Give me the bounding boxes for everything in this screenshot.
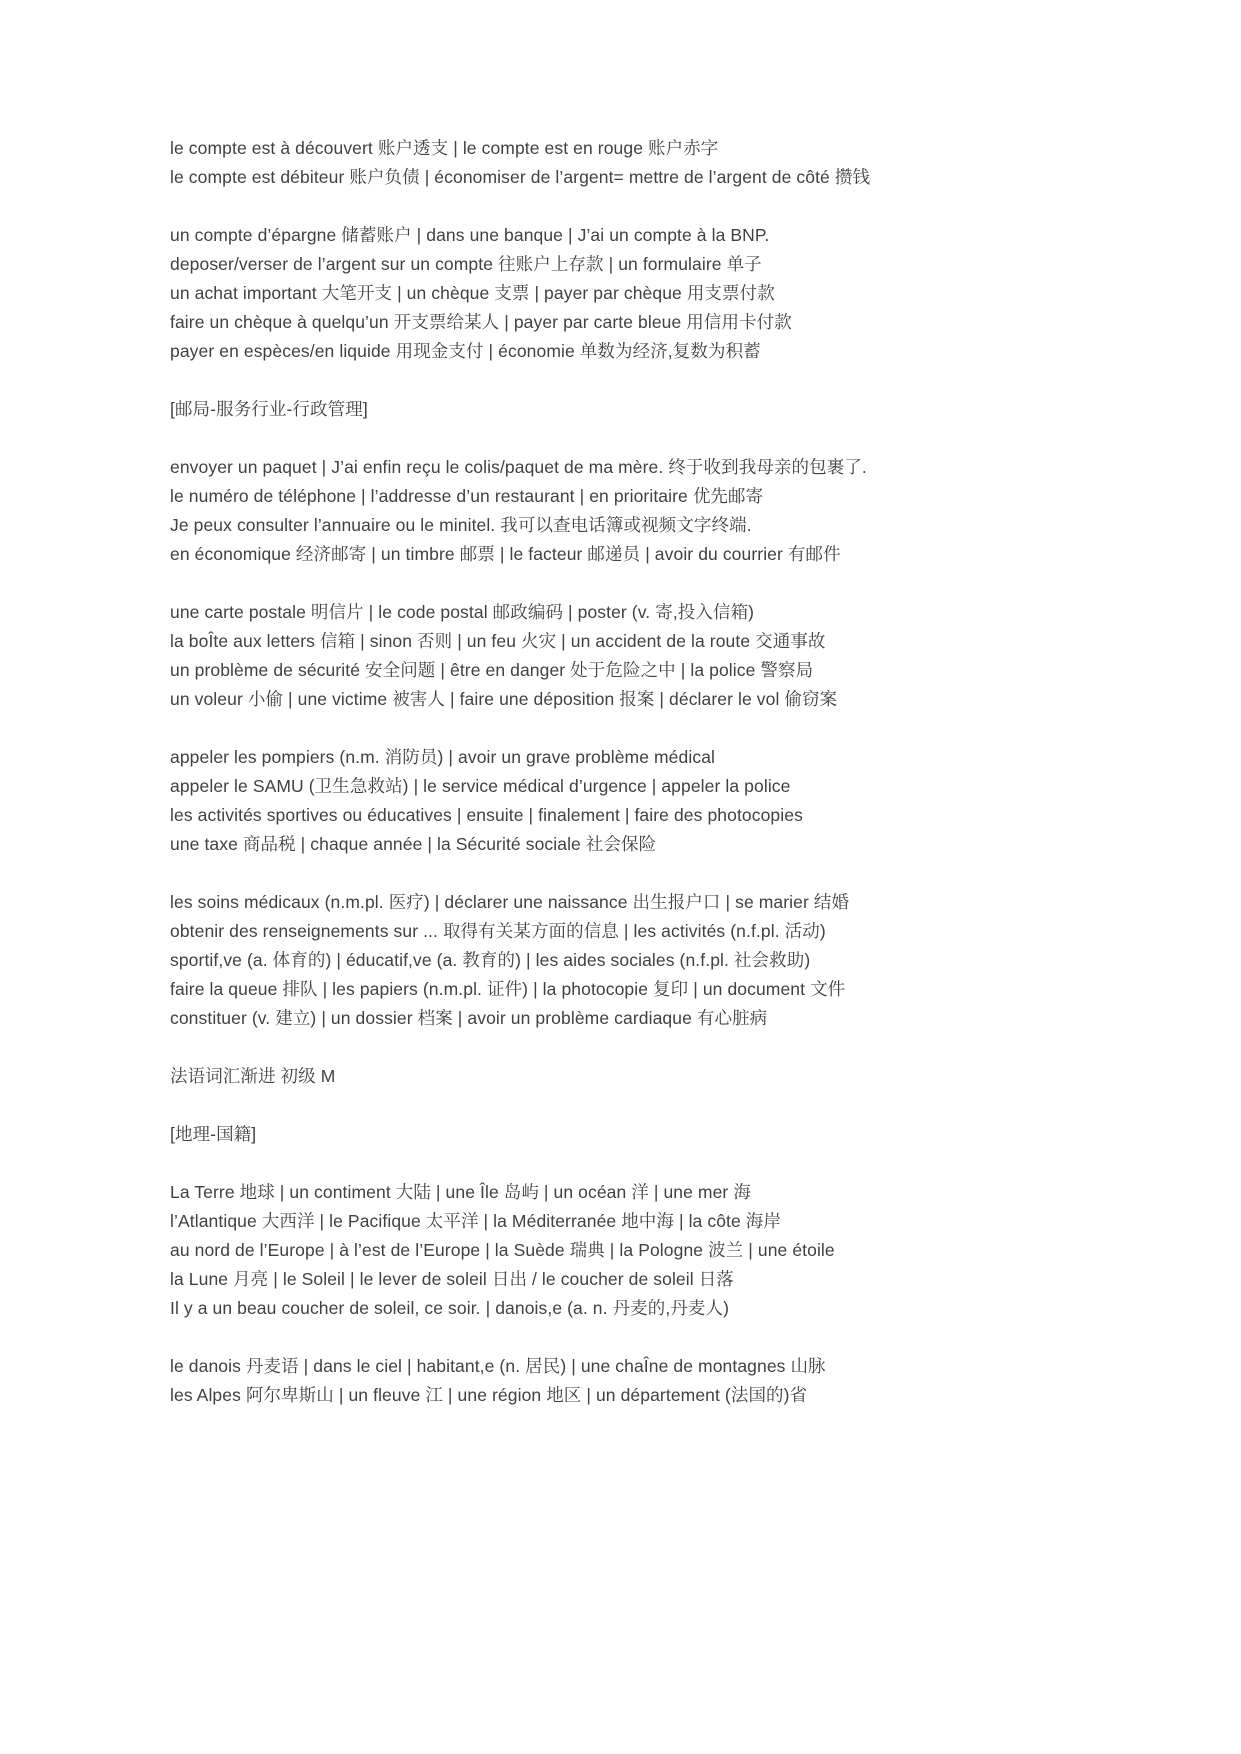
paragraph xyxy=(170,598,1181,714)
text-line: deposer/verser de l’argent sur un compte 往账户上存款 | un formulaire 单子 xyxy=(170,254,762,274)
text-line: une taxe 商品税 | chaque année | la Sécurité sociale 社会保险 xyxy=(170,834,657,854)
text-line: le danois 丹麦语 | dans le ciel | habitant,e (n. 居民) | une chaÎne de montagnes 山脉 xyxy=(170,1356,826,1376)
text-line: les soins médicaux (n.m.pl. 医疗) | déclarer une naissance 出生报户口 | se marier 结婚 xyxy=(170,892,850,912)
text-line: un problème de sécurité 安全问题 | être en danger 处于危险之中 | la police 警察局 xyxy=(170,660,814,680)
text-line: obtenir des renseignements sur ... 取得有关某方面的信息 | les activités (n.f.pl. 活动) xyxy=(170,921,826,941)
paragraph xyxy=(170,1120,1181,1149)
text-line: faire la queue 排队 | les papiers (n.m.pl. 证件) | la photocopie 复印 | un document 文件 xyxy=(170,979,846,999)
text-line: une carte postale 明信片 | le code postal 邮政编码 | poster (v. 寄,投入信箱) xyxy=(170,602,755,622)
text-line: [地理-国籍] xyxy=(170,1124,257,1144)
paragraph xyxy=(170,453,1181,569)
text-line: l’Atlantique 大西洋 | le Pacifique 太平洋 | la Méditerranée 地中海 | la côte 海岸 xyxy=(170,1211,781,1231)
text-line: La Terre 地球 | un contiment 大陆 | une Île 岛屿 | un océan 洋 | une mer 海 xyxy=(170,1182,751,1202)
text-line: le compte est débiteur 账户负债 | économiser de l’argent= mettre de l’argent de côté 攒钱 xyxy=(170,167,871,187)
text-line: [邮局-服务行业-行政管理] xyxy=(170,399,368,419)
text-line: un compte d’épargne 储蓄账户 | dans une banque | J’ai un compte à la BNP. xyxy=(170,225,770,245)
text-line: en économique 经济邮寄 | un timbre 邮票 | le facteur 邮递员 | avoir du courrier 有邮件 xyxy=(170,544,841,564)
text-line: sportif,ve (a. 体育的) | éducatif,ve (a. 教育的) | les aides sociales (n.f.pl. 社会救助) xyxy=(170,950,811,970)
paragraph xyxy=(170,888,1181,1033)
text-line: faire un chèque à quelqu’un 开支票给某人 | payer par carte bleue 用信用卡付款 xyxy=(170,312,792,332)
text-line: constituer (v. 建立) | un dossier 档案 | avoir un problème cardiaque 有心脏病 xyxy=(170,1008,768,1028)
paragraph xyxy=(170,743,1181,859)
text-line: appeler le SAMU (卫生急救站) | le service médical d’urgence | appeler la police xyxy=(170,776,791,796)
paragraph xyxy=(170,134,1181,192)
text-line: 法语词汇渐进 初级 M xyxy=(170,1066,336,1086)
paragraph xyxy=(170,1352,1181,1410)
paragraph xyxy=(170,395,1181,424)
text-line: un voleur 小偷 | une victime 被害人 | faire une déposition 报案 | déclarer le vol 偷窃案 xyxy=(170,689,838,709)
text-line: un achat important 大笔开支 | un chèque 支票 | payer par chèque 用支票付款 xyxy=(170,283,775,303)
document-content xyxy=(170,134,1181,1439)
text-line: les Alpes 阿尔卑斯山 | un fleuve 江 | une région 地区 | un département (法国的)省 xyxy=(170,1385,808,1405)
text-line: les activités sportives ou éducatives | ensuite | finalement | faire des photocopies xyxy=(170,805,803,825)
paragraph xyxy=(170,221,1181,366)
text-line: payer en espèces/en liquide 用现金支付 | économie 单数为经济,复数为积蓄 xyxy=(170,341,761,361)
paragraph xyxy=(170,1178,1181,1323)
text-line: au nord de l’Europe | à l’est de l’Europe | la Suède 瑞典 | la Pologne 波兰 | une étoile xyxy=(170,1240,835,1260)
text-line: Je peux consulter l’annuaire ou le minitel. 我可以查电话簿或视频文字终端. xyxy=(170,515,752,535)
text-line: la Lune 月亮 | le Soleil | le lever de soleil 日出 / le coucher de soleil 日落 xyxy=(170,1269,734,1289)
text-line: le compte est à découvert 账户透支 | le compte est en rouge 账户赤字 xyxy=(170,138,719,158)
text-line: Il y a un beau coucher de soleil, ce soir. | danois,e (a. n. 丹麦的,丹麦人) xyxy=(170,1298,730,1318)
text-line: envoyer un paquet | J’ai enfin reçu le colis/paquet de ma mère. 终于收到我母亲的包裹了. xyxy=(170,457,867,477)
text-line: le numéro de téléphone | l’addresse d’un restaurant | en prioritaire 优先邮寄 xyxy=(170,486,764,506)
paragraph xyxy=(170,1062,1181,1091)
text-line: appeler les pompiers (n.m. 消防员) | avoir un grave problème médical xyxy=(170,747,716,767)
text-line: la boÎte aux letters 信箱 | sinon 否则 | un feu 火灾 | un accident de la route 交通事故 xyxy=(170,631,826,651)
